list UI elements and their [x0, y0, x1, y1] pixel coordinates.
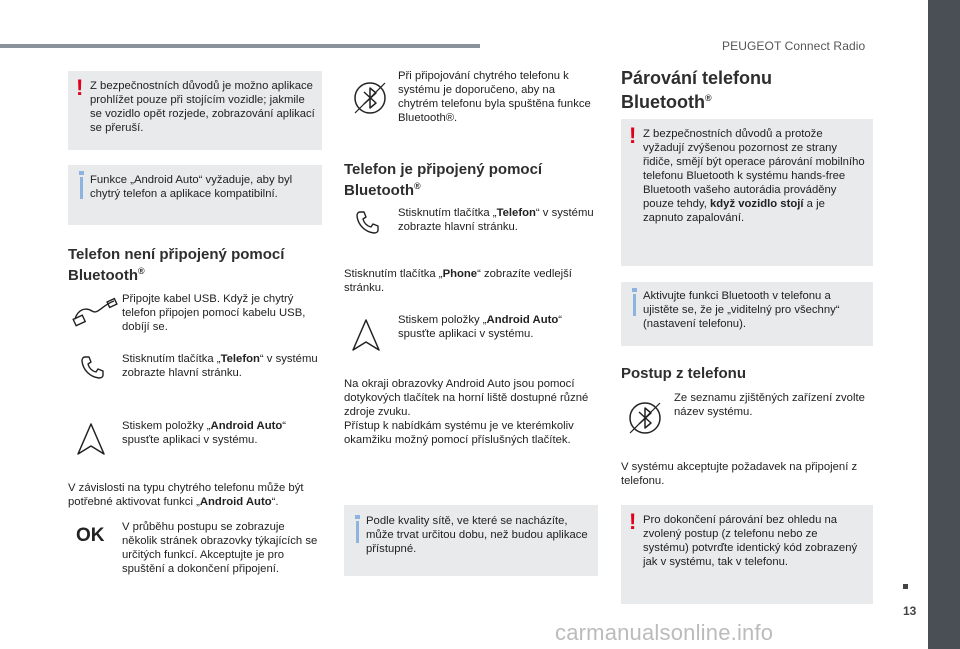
warning-box-apps — [68, 71, 322, 150]
android-auto-icon — [76, 422, 106, 456]
phone-instruction: Stisknutím tlačítka „Telefon“ v systému zobrazte hlavní stránku. — [122, 353, 318, 379]
audio-sources-paragraph: Na okraji obrazovky Android Auto jsou pomocí dotykových tlačítek na horní liště dostupné různé zdroje zvuku. — [344, 378, 589, 418]
usb-instruction: Připojte kabel USB. Když je chytrý telefon připojen pomocí kabelu USB, dobíjí se. — [122, 293, 306, 333]
android-auto-icon — [351, 318, 381, 352]
phone-instruction-connected: Stisknutím tlačítka „Telefon“ v systému zobrazte hlavní stránku. — [398, 207, 594, 233]
phone-handset-icon — [80, 354, 106, 380]
exclamation-icon: ! — [629, 509, 637, 534]
accept-request-paragraph: V systému akceptujte požadavek na připojení z telefonu. — [621, 461, 858, 487]
info-box-visibility — [621, 282, 873, 346]
warning-text: Pro dokončení párování bez ohledu na zvolený postup (z telefonu nebo ze systému) potvrďte identický kód zobrazený jak v systému, tak v telefonu. — [643, 514, 858, 568]
page-sidebar — [928, 0, 960, 649]
phone-subpage-paragraph: Stisknutím tlačítka „Phone“ zobrazíte vedlejší stránku. — [344, 268, 572, 294]
exclamation-icon: ! — [76, 75, 84, 100]
info-bar-icon — [356, 521, 359, 543]
bluetooth-icon — [627, 400, 663, 436]
watermark: carmanualsonline.info — [555, 620, 774, 645]
info-text: Aktivujte funkci Bluetooth v telefonu a ujistěte se, že je „viditelný pro všechny“ (nastavení telefonu). — [643, 290, 840, 330]
menu-access-paragraph: Přístup k nabídkám systému je ve kterémkoliv okamžiku možný pomocí příslušných tlačítek. — [344, 420, 574, 446]
warning-box-code — [621, 505, 873, 604]
select-system-instruction: Ze seznamu zjištěných zařízení zvolte název systému. — [674, 392, 865, 418]
warning-text: Z bezpečnostních důvodů a protože vyžadují zvýšenou pozornost ze strany řidiče, smějí být operace párování mobilního telefonu Bluetooth k systému hands-free Bluetooth vašeho autorádia prováděny pouze tehdy, když vozidlo stojí a je zapnuto zapalování. — [643, 128, 865, 224]
info-text: Funkce „Android Auto“ vyžaduje, aby byl chytrý telefon a aplikace kompatibilní. — [90, 174, 293, 200]
header-rule — [0, 44, 480, 48]
warning-text: Z bezpečnostních důvodů je možno aplikace prohlížet pouze při stojícím vozidle; jakmile se vozidlo opět rozjede, zobrazování aplikací se přeruší. — [90, 80, 315, 134]
info-bar-icon — [80, 177, 83, 199]
info-bar-icon — [633, 294, 636, 316]
page-number: 13 — [903, 604, 917, 618]
section-heading-from-phone: Postup z telefonu — [621, 365, 746, 382]
warning-box-pairing — [621, 119, 873, 266]
ok-label: OK — [76, 525, 105, 546]
header-title: PEUGEOT Connect Radio — [722, 39, 866, 53]
section-title-pairing: Párování telefonu Bluetooth® — [621, 68, 773, 112]
bluetooth-recommendation: Při připojování chytrého telefonu k systému je doporučeno, aby na chytrém telefonu byla spuštěna funkce Bluetooth®. — [398, 70, 591, 124]
ok-instruction: V průběhu postupu se zobrazuje několik stránek obrazovky týkajících se určitých funkcí. Akceptujte je pro spuštění a dokončení připojení. — [122, 521, 318, 575]
android-auto-instruction: Stiskem položky „Android Auto“ spusťte aplikaci v systému. — [122, 420, 287, 446]
info-box-network — [344, 505, 598, 576]
android-auto-instruction-connected: Stiskem položky „Android Auto“ spusťte aplikaci v systému. — [398, 314, 563, 340]
phone-handset-icon — [355, 209, 381, 235]
section-heading-not-connected: Telefon není připojený pomocí Bluetooth® — [68, 246, 285, 284]
compat-paragraph: V závislosti na typu chytrého telefonu může být potřebné aktivovat funkci „Android Auto“. — [68, 482, 304, 508]
bluetooth-icon — [352, 80, 388, 116]
exclamation-icon: ! — [629, 123, 637, 148]
info-text: Podle kvality sítě, ve které se nacházíte, může trvat určitou dobu, než budou aplikace přístupné. — [366, 515, 588, 555]
section-heading-connected: Telefon je připojený pomocí Bluetooth® — [344, 161, 543, 199]
page-marker — [903, 584, 908, 589]
info-box-compat — [68, 165, 322, 225]
usb-cable-icon — [72, 297, 118, 329]
